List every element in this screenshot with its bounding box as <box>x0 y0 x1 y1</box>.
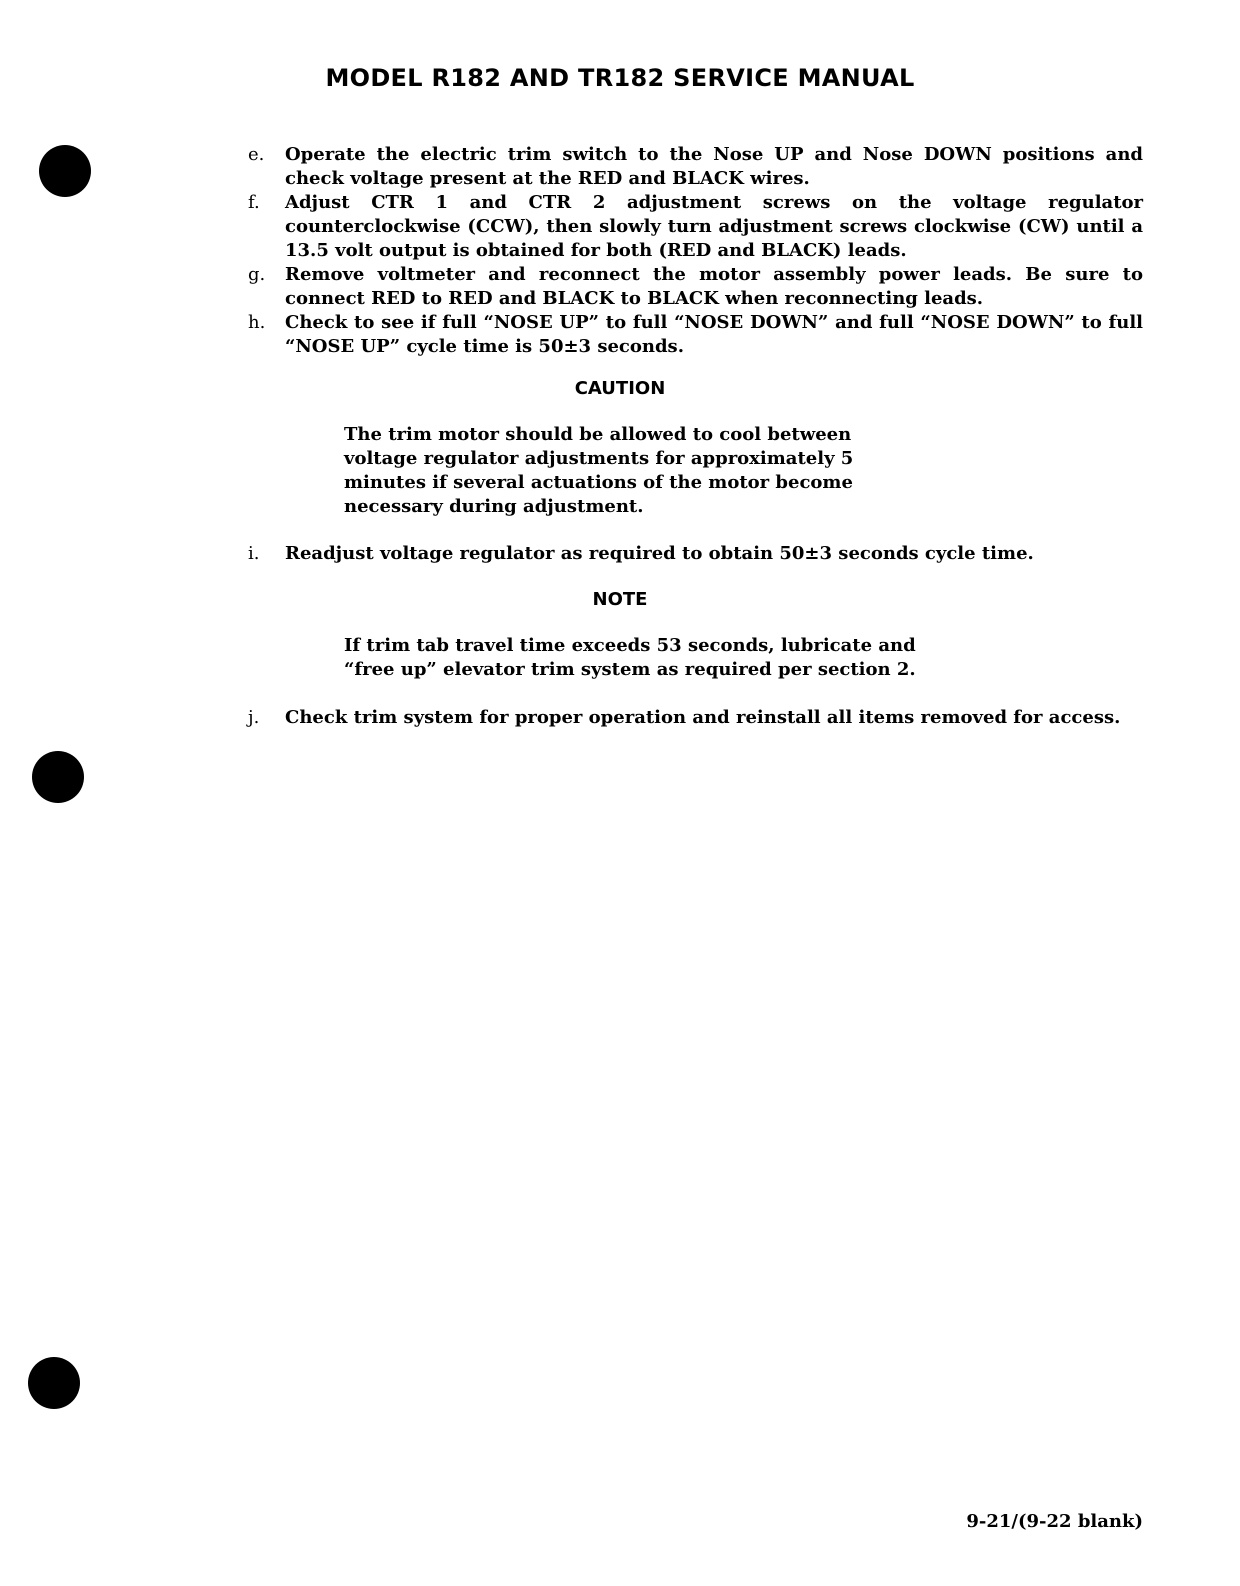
binder-hole-middle <box>32 751 84 803</box>
procedure-steps-upper <box>248 143 1143 359</box>
note-block <box>0 589 1240 682</box>
procedure-step-j <box>248 706 1143 730</box>
caution-block <box>0 378 1240 519</box>
step-i <box>248 542 1143 566</box>
note-heading: NOTE <box>592 589 648 610</box>
step-letter: i. <box>248 543 260 564</box>
step-letter: j. <box>248 707 260 728</box>
step-letter: h. <box>248 312 266 333</box>
binder-hole-top <box>39 145 91 197</box>
step-e <box>248 143 1143 191</box>
procedure-step-i <box>248 542 1143 566</box>
step-h <box>248 311 1143 359</box>
step-text: Adjust CTR 1 and CTR 2 adjustment screws on the voltage regulator counterclockwise (CCW), then slowly turn adjustment screws clockwise (CW) until a 13.5 volt output is obtained for both (RED and BLACK) leads. <box>285 192 1143 261</box>
step-text: Remove voltmeter and reconnect the motor assembly power leads. Be sure to connect RED to RED and BLACK to BLACK when reconnecting leads. <box>285 264 1143 309</box>
caution-heading: CAUTION <box>574 378 666 399</box>
step-text: Readjust voltage regulator as required to obtain 50±3 seconds cycle time. <box>285 543 1034 564</box>
caution-body: The trim motor should be allowed to cool between voltage regulator adjustments for approximately 5 minutes if several actuations of the motor become necessary during adjustment. <box>344 424 854 517</box>
binder-hole-bottom <box>28 1357 80 1409</box>
step-g <box>248 263 1143 311</box>
page-title: MODEL R182 AND TR182 SERVICE MANUAL <box>325 64 915 92</box>
step-text: Check to see if full “NOSE UP” to full “NOSE DOWN” and full “NOSE DOWN” to full “NOSE UP” cycle time is 50±3 seconds. <box>285 312 1143 357</box>
step-f <box>248 191 1143 263</box>
step-letter: f. <box>248 192 260 213</box>
step-letter: e. <box>248 144 265 165</box>
step-text: Check trim system for proper operation and reinstall all items removed for access. <box>285 707 1121 728</box>
note-body: If trim tab travel time exceeds 53 seconds, lubricate and “free up” elevator trim system as required per section 2. <box>344 635 916 680</box>
step-j <box>248 706 1143 730</box>
page-number: 9-21/(9-22 blank) <box>966 1511 1143 1532</box>
step-text: Operate the electric trim switch to the Nose UP and Nose DOWN positions and check voltage present at the RED and BLACK wires. <box>285 144 1143 189</box>
step-letter: g. <box>248 264 266 285</box>
